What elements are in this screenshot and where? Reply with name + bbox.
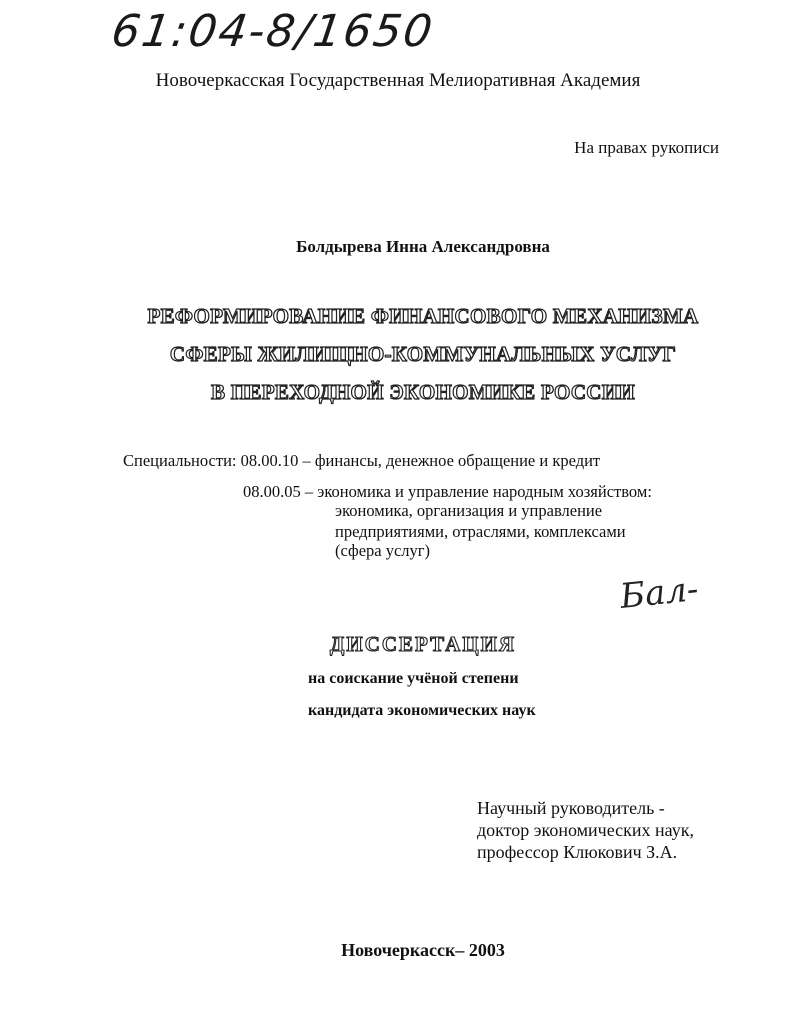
specialty-line-1: Специальности: 08.00.10 – финансы, денежное обращение и кредит <box>123 451 601 470</box>
rights-note: На правах рукописи <box>574 138 719 157</box>
specialty-line-3: экономика, организация и управление <box>335 501 603 520</box>
institution-name: Новочеркасская Государственная Мелиоративная Академия <box>155 70 641 91</box>
advisor-line-2: доктор экономических наук, <box>477 820 694 840</box>
degree-line-1: на соискание учёной степени <box>308 670 519 687</box>
specialty-line-5: (сфера услуг) <box>335 541 431 560</box>
specialty-line-4: предприятиями, отраслями, комплексами <box>335 522 626 541</box>
thesis-title-line-1: РЕФОРМИРОВАНИЕ ФИНАНСОВОГО МЕХАНИЗМА <box>147 304 699 328</box>
advisor-line-3: профессор Клюкович З.А. <box>477 842 678 862</box>
specialty-line-2: 08.00.05 – экономика и управление народным хозяйством: <box>243 482 652 501</box>
advisor-line-1: Научный руководитель - <box>477 798 665 818</box>
city-year: Новочеркасск– 2003 <box>341 940 505 960</box>
degree-line-2: кандидата экономических наук <box>308 702 536 719</box>
archive-code-handwritten: 61:04-8/1650 <box>108 6 438 57</box>
handwritten-signature: Бал- <box>618 569 701 617</box>
thesis-title-line-3: В ПЕРЕХОДНОЙ ЭКОНОМИКЕ РОССИИ <box>210 380 636 404</box>
dissertation-heading: ДИССЕРТАЦИЯ <box>329 632 517 656</box>
thesis-title-line-2: СФЕРЫ ЖИЛИЩНО-КОММУНАЛЬНЫХ УСЛУГ <box>169 342 677 366</box>
author-name: Болдырева Инна Александровна <box>296 237 550 256</box>
